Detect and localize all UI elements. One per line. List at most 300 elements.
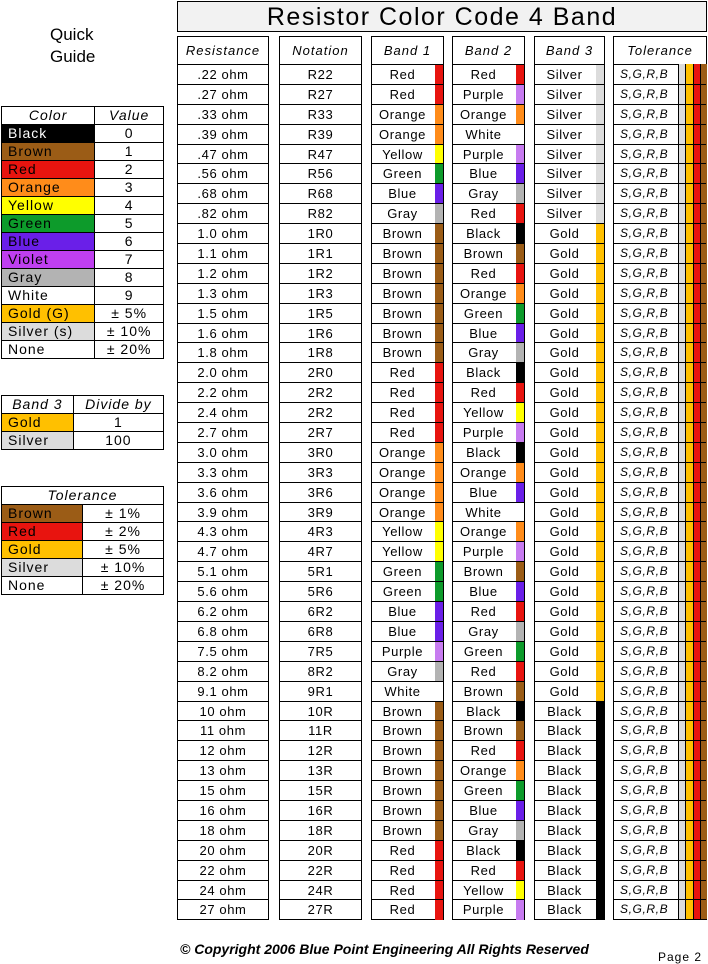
band2-cell-swatch bbox=[516, 383, 524, 402]
color-row-violet bbox=[2, 251, 164, 269]
notation-cell-text: R47 bbox=[307, 146, 334, 162]
band1-cell bbox=[372, 423, 443, 443]
band1-cell-text: Gray bbox=[387, 663, 418, 679]
band1-cell bbox=[372, 861, 443, 881]
resistance-cell-text: 1.3 ohm bbox=[197, 285, 249, 301]
band2-cell bbox=[453, 761, 524, 781]
band1-cell-text: Brown bbox=[382, 345, 423, 361]
notation-cell-text: R22 bbox=[307, 67, 334, 82]
band2-cell-text: White bbox=[465, 504, 502, 520]
band2-cell bbox=[453, 105, 524, 125]
tolerance-code-text: S,G,R,B bbox=[620, 763, 669, 778]
tolerance-value-cell: ± 20% bbox=[83, 577, 164, 595]
band1-cell-swatch bbox=[435, 463, 443, 482]
resistance-cell bbox=[178, 522, 268, 542]
band3-cell-text: Gold bbox=[549, 464, 580, 480]
tolerance-cell bbox=[614, 105, 706, 125]
band2-cell bbox=[453, 184, 524, 204]
band1-cell-swatch bbox=[435, 881, 443, 900]
band2-cell-swatch bbox=[516, 781, 524, 800]
band3-cell-text: Black bbox=[547, 763, 582, 779]
tolerance-cell bbox=[614, 423, 706, 443]
band1-cell-text: Brown bbox=[382, 325, 423, 341]
band3-cell-swatch bbox=[596, 841, 604, 860]
resistance-cell bbox=[178, 562, 268, 582]
band2-cell-swatch bbox=[516, 463, 524, 482]
resistance-cell-text: 3.3 ohm bbox=[197, 464, 249, 480]
tolerance-cell bbox=[614, 582, 706, 602]
band3-cell-swatch bbox=[596, 503, 604, 522]
band1-cell bbox=[372, 463, 443, 483]
band3-cell-text: Gold bbox=[549, 444, 580, 460]
band3-cell bbox=[535, 781, 604, 801]
resistance-cell-text: 24 ohm bbox=[199, 882, 247, 898]
tolerance-cell bbox=[614, 304, 706, 324]
tolerance-cell bbox=[614, 244, 706, 264]
tolerance-code-text: S,G,R,B bbox=[620, 862, 669, 877]
band2-cell-swatch bbox=[516, 861, 524, 880]
band1-cell-swatch bbox=[435, 503, 443, 522]
band1-cell-swatch bbox=[435, 781, 443, 800]
band2-cell bbox=[453, 781, 524, 801]
tolerance-cell bbox=[614, 642, 706, 662]
band1-cell-swatch bbox=[435, 483, 443, 502]
band3-cell bbox=[535, 164, 604, 184]
band1-cell bbox=[372, 403, 443, 423]
band3-cell-text: Gold bbox=[549, 683, 580, 699]
resistance-cell bbox=[178, 841, 268, 861]
band1-cell-text: Blue bbox=[388, 604, 417, 620]
tolerance-row-none bbox=[2, 577, 164, 595]
band1-cell-swatch bbox=[435, 324, 443, 343]
band1-cell bbox=[372, 522, 443, 542]
notation-cell bbox=[280, 721, 361, 741]
band2-cell-swatch bbox=[516, 801, 524, 820]
band3-cell-swatch bbox=[596, 224, 604, 243]
color-row-blue bbox=[2, 233, 164, 251]
band2-cell bbox=[453, 244, 524, 264]
band2-cell bbox=[453, 861, 524, 881]
tolerance-cell bbox=[614, 503, 706, 523]
band3-cell bbox=[535, 463, 604, 483]
band1-cell-swatch bbox=[435, 443, 443, 462]
color-row-red bbox=[2, 161, 164, 179]
band1-cell bbox=[372, 483, 443, 503]
band2-cell-swatch bbox=[516, 622, 524, 641]
band2-cell-swatch bbox=[516, 105, 524, 124]
notation-cell bbox=[280, 861, 361, 881]
band2-cell-text: Yellow bbox=[463, 882, 504, 898]
band2-cell-text: Black bbox=[466, 842, 501, 858]
band1-cell-text: Blue bbox=[388, 186, 417, 202]
notation-cell-text: 27R bbox=[307, 902, 334, 918]
band3-cell-text: Gold bbox=[549, 564, 580, 580]
resistance-cell bbox=[178, 503, 268, 523]
band2-cell bbox=[453, 224, 524, 244]
color-name-cell: White bbox=[2, 287, 95, 305]
band1-cell bbox=[372, 781, 443, 801]
band2-cell bbox=[453, 145, 524, 165]
tolerance-cell bbox=[614, 761, 706, 781]
band3-cell-swatch bbox=[596, 741, 604, 760]
band3-cell bbox=[535, 582, 604, 602]
band2-cell-text: Brown bbox=[463, 723, 504, 739]
band2-cell-text: Blue bbox=[469, 484, 498, 500]
resistance-cell-text: .68 ohm bbox=[197, 186, 249, 202]
band3-cell-swatch bbox=[596, 284, 604, 303]
band1-cell-text: Red bbox=[389, 385, 416, 401]
tolerance-code-text: S,G,R,B bbox=[620, 643, 669, 658]
notation-cell bbox=[280, 264, 361, 284]
tolerance-cell bbox=[614, 443, 706, 463]
resistance-cell-text: 20 ohm bbox=[199, 842, 247, 858]
resistance-cell-text: 2.7 ohm bbox=[197, 425, 249, 441]
tolerance-code-text: S,G,R,B bbox=[620, 564, 669, 579]
band1-cell-swatch bbox=[435, 145, 443, 164]
band2-cell bbox=[453, 900, 524, 920]
tolerance-cell bbox=[614, 562, 706, 582]
band3-cell-swatch bbox=[596, 682, 604, 701]
notation-cell bbox=[280, 542, 361, 562]
band3-cell bbox=[535, 761, 604, 781]
notation-cell-text: 4R7 bbox=[307, 544, 334, 560]
band1-cell-swatch bbox=[435, 105, 443, 124]
notation-header: Notation bbox=[280, 37, 361, 65]
notation-cell-text: 3R3 bbox=[307, 464, 334, 480]
resistance-cell-text: .27 ohm bbox=[197, 86, 249, 102]
resistance-cell-text: 1.5 ohm bbox=[197, 305, 249, 321]
quick-guide-line-1: Quick bbox=[50, 25, 94, 44]
notation-cell-text: 7R5 bbox=[307, 643, 334, 659]
band3-cell-text: Gold bbox=[549, 623, 580, 639]
tolerance-cell bbox=[614, 284, 706, 304]
tolerance-cell bbox=[614, 542, 706, 562]
band2-cell bbox=[453, 821, 524, 841]
notation-cell bbox=[280, 602, 361, 622]
band2-cell-text: Gray bbox=[468, 186, 499, 202]
color-value-cell: 5 bbox=[95, 215, 164, 233]
resistance-cell bbox=[178, 85, 268, 105]
band1-cell-text: Orange bbox=[379, 444, 426, 460]
tolerance-row-silver bbox=[2, 559, 164, 577]
notation-cell-text: 2R0 bbox=[307, 365, 334, 381]
notation-cell-text: 22R bbox=[307, 862, 334, 878]
band3-cell-swatch bbox=[596, 164, 604, 183]
band1-cell-text: Red bbox=[389, 86, 416, 102]
band2-cell-text: Purple bbox=[462, 146, 505, 162]
band1-cell bbox=[372, 821, 443, 841]
resistance-cell bbox=[178, 363, 268, 383]
resistance-cell bbox=[178, 881, 268, 901]
tolerance-code-text: S,G,R,B bbox=[620, 305, 669, 320]
color-value-cell: 3 bbox=[95, 179, 164, 197]
tolerance-table-header bbox=[2, 487, 164, 505]
tolerance-cell bbox=[614, 204, 706, 224]
band1-cell-text: Brown bbox=[382, 285, 423, 301]
band3-cell-swatch bbox=[596, 65, 604, 84]
band3-cell bbox=[535, 65, 604, 85]
resistance-header: Resistance bbox=[178, 37, 268, 65]
color-value-cell: ± 20% bbox=[95, 341, 164, 359]
notation-cell-text: 1R0 bbox=[307, 226, 334, 242]
band3-cell-text: Gold bbox=[549, 405, 580, 421]
band2-cell-text: Blue bbox=[469, 802, 498, 818]
resistance-cell bbox=[178, 582, 268, 602]
tolerance-code-text: S,G,R,B bbox=[620, 464, 669, 479]
tolerance-name-cell: None bbox=[2, 577, 83, 595]
band2-cell bbox=[453, 503, 524, 523]
tolerance-cell bbox=[614, 781, 706, 801]
band3-row-silver bbox=[2, 432, 164, 450]
band3-cell bbox=[535, 662, 604, 682]
band2-cell-swatch bbox=[516, 881, 524, 900]
band2-cell-swatch bbox=[516, 741, 524, 760]
band2-cell-swatch bbox=[516, 164, 524, 183]
color-name-cell: None bbox=[2, 341, 95, 359]
notation-cell-text: 24R bbox=[307, 882, 334, 898]
tolerance-code-text: S,G,R,B bbox=[620, 743, 669, 758]
notation-cell bbox=[280, 900, 361, 920]
band2-cell-swatch bbox=[516, 682, 524, 701]
notation-cell-text: 5R6 bbox=[307, 584, 334, 600]
band2-header: Band 2 bbox=[453, 37, 524, 65]
notation-cell-text: 2R7 bbox=[307, 425, 334, 441]
band3-cell bbox=[535, 741, 604, 761]
resistance-cell-text: 2.2 ohm bbox=[197, 385, 249, 401]
color-value-cell: 8 bbox=[95, 269, 164, 287]
band1-cell-swatch bbox=[435, 841, 443, 860]
band2-cell-swatch bbox=[516, 562, 524, 581]
color-row-gray bbox=[2, 269, 164, 287]
band2-cell-text: Blue bbox=[469, 325, 498, 341]
resistance-cell bbox=[178, 682, 268, 702]
band3-cell bbox=[535, 343, 604, 363]
band2-cell-text: Brown bbox=[463, 246, 504, 262]
resistance-cell-text: 18 ohm bbox=[199, 822, 247, 838]
band3-row-gold bbox=[2, 414, 164, 432]
band3-cell-swatch bbox=[596, 324, 604, 343]
band2-cell bbox=[453, 65, 524, 85]
band2-cell-swatch bbox=[516, 403, 524, 422]
band2-cell-text: Green bbox=[463, 643, 504, 659]
band3-cell bbox=[535, 383, 604, 403]
band2-cell-swatch bbox=[516, 125, 524, 144]
resistance-cell-text: 1.2 ohm bbox=[197, 265, 249, 281]
band2-cell-text: Brown bbox=[463, 564, 504, 580]
band2-cell-swatch bbox=[516, 423, 524, 442]
band2-cell bbox=[453, 403, 524, 423]
resistance-cell-text: 6.8 ohm bbox=[197, 623, 249, 639]
band2-cell-text: Gray bbox=[468, 345, 499, 361]
resistance-cell-text: .33 ohm bbox=[197, 106, 249, 122]
tolerance-code-text: S,G,R,B bbox=[620, 663, 669, 678]
band2-cell-swatch bbox=[516, 85, 524, 104]
band3-cell-text: Gold bbox=[549, 285, 580, 301]
band1-cell-text: Brown bbox=[382, 265, 423, 281]
band1-column bbox=[371, 36, 444, 920]
band1-cell-text: Green bbox=[382, 584, 423, 600]
color-value-cell: ± 5% bbox=[95, 305, 164, 323]
band1-cell-swatch bbox=[435, 363, 443, 382]
tolerance-value-cell: ± 5% bbox=[83, 541, 164, 559]
color-value-cell: 9 bbox=[95, 287, 164, 305]
resistance-cell bbox=[178, 423, 268, 443]
notation-cell bbox=[280, 483, 361, 503]
tolerance-code-text: S,G,R,B bbox=[620, 484, 669, 499]
resistance-cell bbox=[178, 284, 268, 304]
resistance-cell-text: 2.0 ohm bbox=[197, 365, 249, 381]
band1-cell-text: Red bbox=[389, 425, 416, 441]
band3-cell-swatch bbox=[596, 602, 604, 621]
band3-cell-text: Black bbox=[547, 902, 582, 918]
tolerance-code-text: S,G,R,B bbox=[620, 405, 669, 420]
band2-cell-swatch bbox=[516, 343, 524, 362]
band2-cell-text: Orange bbox=[460, 106, 507, 122]
band1-cell-text: Orange bbox=[379, 126, 426, 142]
band1-cell bbox=[372, 642, 443, 662]
color-row-silver bbox=[2, 323, 164, 341]
band1-cell bbox=[372, 184, 443, 204]
notation-cell bbox=[280, 65, 361, 85]
band1-cell-text: Brown bbox=[382, 783, 423, 799]
value-header: Value bbox=[95, 107, 164, 125]
band1-cell-text: Brown bbox=[382, 802, 423, 818]
band3-table-header bbox=[2, 396, 164, 414]
band3-cell-swatch bbox=[596, 562, 604, 581]
band3-cell bbox=[535, 900, 604, 920]
tolerance-code-text: S,G,R,B bbox=[620, 822, 669, 837]
band3-cell bbox=[535, 145, 604, 165]
color-value-cell: 0 bbox=[95, 125, 164, 143]
page-title: Resistor Color Code 4 Band bbox=[177, 1, 707, 32]
band2-cell-text: Orange bbox=[460, 763, 507, 779]
band2-cell bbox=[453, 264, 524, 284]
band3-cell-text: Gold bbox=[549, 604, 580, 620]
notation-cell bbox=[280, 781, 361, 801]
band3-name-cell: Gold bbox=[2, 414, 74, 432]
band2-cell-text: Black bbox=[466, 703, 501, 719]
band3-cell bbox=[535, 522, 604, 542]
band1-cell-text: Red bbox=[389, 842, 416, 858]
band3-cell-text: Silver bbox=[546, 166, 583, 182]
notation-cell-text: 20R bbox=[307, 842, 334, 858]
band2-cell-text: White bbox=[465, 126, 502, 142]
notation-cell bbox=[280, 841, 361, 861]
band2-cell-text: Green bbox=[463, 305, 504, 321]
band1-cell-swatch bbox=[435, 721, 443, 740]
resistance-cell bbox=[178, 761, 268, 781]
resistance-cell bbox=[178, 662, 268, 682]
band2-cell bbox=[453, 343, 524, 363]
resistance-cell bbox=[178, 900, 268, 920]
quick-guide-label bbox=[50, 24, 95, 68]
band2-cell bbox=[453, 622, 524, 642]
tolerance-name-cell: Brown bbox=[2, 505, 83, 523]
color-value-cell: ± 10% bbox=[95, 323, 164, 341]
band1-cell-swatch bbox=[435, 264, 443, 283]
resistance-cell bbox=[178, 65, 268, 85]
resistance-cell-text: 12 ohm bbox=[199, 743, 247, 759]
band1-cell-swatch bbox=[435, 65, 443, 84]
resistance-cell-text: 1.0 ohm bbox=[197, 226, 249, 242]
color-name-cell: Green bbox=[2, 215, 95, 233]
notation-cell bbox=[280, 503, 361, 523]
tolerance-code-text: S,G,R,B bbox=[620, 504, 669, 519]
tolerance-cell bbox=[614, 841, 706, 861]
band1-cell-swatch bbox=[435, 702, 443, 721]
band1-cell-text: White bbox=[384, 683, 421, 699]
band2-cell bbox=[453, 741, 524, 761]
tolerance-code-text: S,G,R,B bbox=[620, 67, 669, 81]
notation-cell-text: R27 bbox=[307, 86, 334, 102]
resistance-cell-text: 13 ohm bbox=[199, 763, 247, 779]
notation-cell bbox=[280, 801, 361, 821]
notation-cell-text: 6R2 bbox=[307, 604, 334, 620]
tolerance-cell bbox=[614, 483, 706, 503]
band3-cell-text: Gold bbox=[549, 385, 580, 401]
band3-cell-swatch bbox=[596, 363, 604, 382]
tolerance-code-text: S,G,R,B bbox=[620, 623, 669, 638]
resistance-cell-text: 1.6 ohm bbox=[197, 325, 249, 341]
band1-cell-text: Yellow bbox=[382, 544, 423, 560]
band3-cell-swatch bbox=[596, 244, 604, 263]
band1-cell bbox=[372, 682, 443, 702]
band2-cell bbox=[453, 522, 524, 542]
band2-cell-swatch bbox=[516, 204, 524, 223]
resistance-cell bbox=[178, 105, 268, 125]
band3-cell-text: Black bbox=[547, 743, 582, 759]
band3-cell-swatch bbox=[596, 383, 604, 402]
color-name-cell: Gold (G) bbox=[2, 305, 95, 323]
band2-cell-swatch bbox=[516, 363, 524, 382]
band2-cell bbox=[453, 324, 524, 344]
notation-cell-text: R82 bbox=[307, 206, 334, 222]
band3-cell-text: Gold bbox=[549, 425, 580, 441]
band1-cell-swatch bbox=[435, 741, 443, 760]
notation-cell bbox=[280, 702, 361, 722]
band1-cell bbox=[372, 304, 443, 324]
resistance-cell bbox=[178, 224, 268, 244]
band1-cell bbox=[372, 562, 443, 582]
band1-cell bbox=[372, 284, 443, 304]
band2-cell bbox=[453, 423, 524, 443]
band2-cell-swatch bbox=[516, 443, 524, 462]
band3-cell bbox=[535, 224, 604, 244]
resistance-cell-text: 8.2 ohm bbox=[197, 663, 249, 679]
band3-cell-swatch bbox=[596, 463, 604, 482]
band3-cell-text: Black bbox=[547, 822, 582, 838]
band1-cell bbox=[372, 761, 443, 781]
resistance-cell bbox=[178, 622, 268, 642]
band2-cell bbox=[453, 443, 524, 463]
band2-cell-text: Black bbox=[466, 365, 501, 381]
band3-cell bbox=[535, 184, 604, 204]
band3-cell bbox=[535, 821, 604, 841]
tolerance-cell bbox=[614, 383, 706, 403]
band3-cell-swatch bbox=[596, 125, 604, 144]
band1-cell-swatch bbox=[435, 602, 443, 621]
band3-cell bbox=[535, 841, 604, 861]
band3-cell-text: Silver bbox=[546, 106, 583, 122]
color-value-cell: 2 bbox=[95, 161, 164, 179]
band2-cell-text: Orange bbox=[460, 524, 507, 540]
resistance-cell bbox=[178, 164, 268, 184]
band1-cell-text: Gray bbox=[387, 206, 418, 222]
band1-cell-text: Red bbox=[389, 365, 416, 381]
notation-cell-text: 2R2 bbox=[307, 405, 334, 421]
band2-cell bbox=[453, 602, 524, 622]
band2-cell-swatch bbox=[516, 542, 524, 561]
